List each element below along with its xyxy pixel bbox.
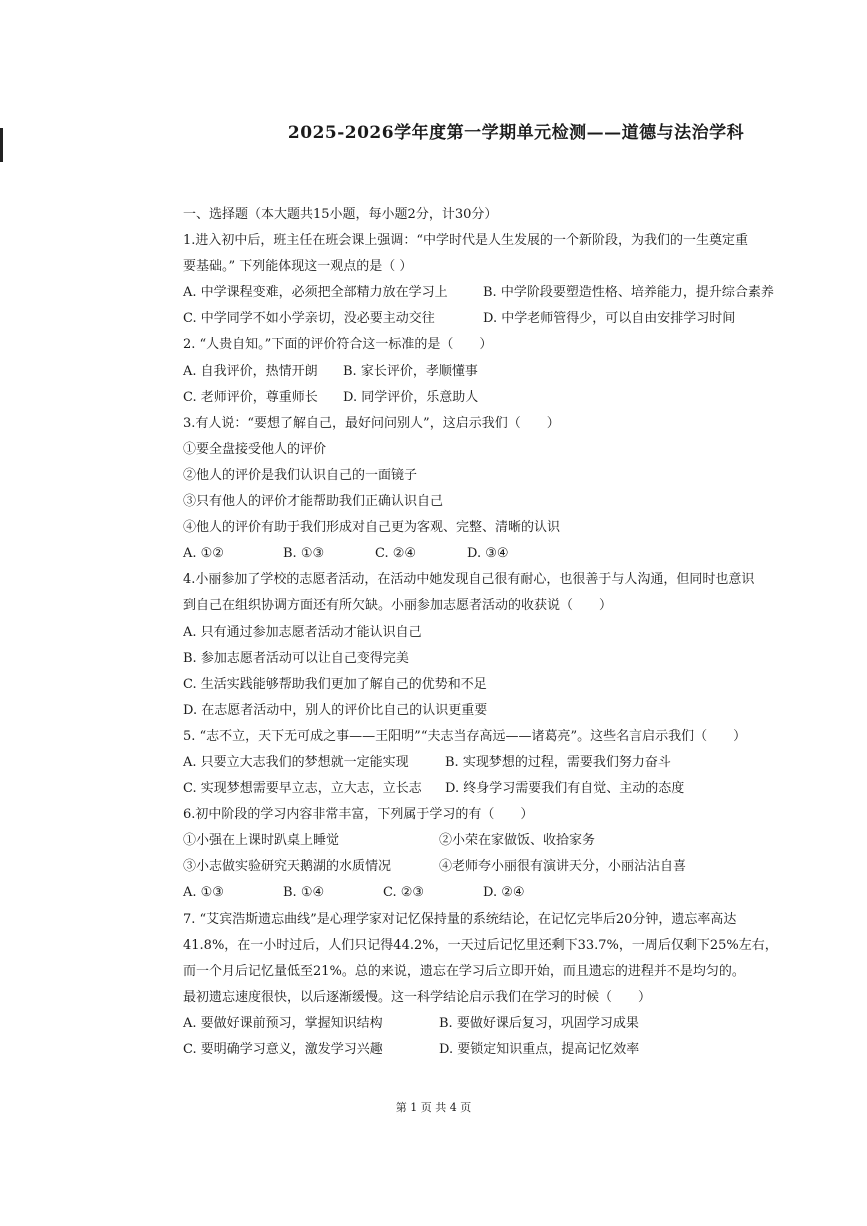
q3-statement-1: ①要全盘接受他人的评价 bbox=[183, 441, 327, 457]
exam-body bbox=[183, 202, 803, 1063]
q3-statement-3: ③只有他人的评价才能帮助我们正确认识自己 bbox=[183, 494, 444, 510]
q5-options-row1 bbox=[183, 750, 803, 776]
q4-option-a: A. 只有通过参加志愿者活动才能认识自己 bbox=[183, 624, 422, 640]
q7-stem-line2: 41.8%，在一小时过后，人们只记得44.2%，一天过后记忆里还剩下33.7%，一周后仅剩下25%左右， bbox=[183, 937, 778, 953]
q1-option-a: A. 中学课程变难，必须把全部精力放在学习上 bbox=[183, 285, 448, 301]
q7-option-d: D. 要锁定知识重点，提高记忆效率 bbox=[439, 1042, 640, 1057]
q3-options-row bbox=[183, 541, 803, 567]
q7-stem-line3: 而一个月后记忆量低至21%。总的来说，遗忘在学习后立即开始，而且遗忘的进程并不是均匀的。 bbox=[183, 963, 745, 979]
q3-statement-2: ②他人的评价是我们认识自己的一面镜子 bbox=[183, 467, 418, 483]
page-footer: 第 1 页 共 4 页 bbox=[395, 1101, 472, 1114]
q7-options-row2 bbox=[183, 1037, 803, 1063]
q7-stem-line1: 7. “艾宾浩斯遗忘曲线”是心理学家对记忆保持量的系统结论，在记忆完毕后20分钟，遗忘率高达 bbox=[183, 911, 737, 927]
q6-option-c: C. ②③ bbox=[383, 885, 425, 901]
q5-option-c: C. 实现梦想需要早立志，立大志，立长志 bbox=[183, 781, 422, 797]
q3-stem: 3.有人说：“要想了解自己，最好问问别人”，这启示我们（ ） bbox=[183, 415, 560, 431]
q3-option-a: A. ①② bbox=[183, 546, 224, 562]
q7-option-b: B. 要做好课后复习，巩固学习成果 bbox=[439, 1015, 639, 1031]
q6-statement-2: ②小荣在家做饭、收拾家务 bbox=[439, 833, 596, 849]
exam-title: 2025-2026学年度第一学期单元检测——道德与法治学科 bbox=[287, 123, 745, 143]
q6-statement-4: ④老师夸小丽很有演讲天分，小丽沾沾自喜 bbox=[439, 859, 687, 875]
q7-option-a: A. 要做好课前预习，掌握知识结构 bbox=[183, 1015, 383, 1031]
q2-options-row1 bbox=[183, 359, 803, 385]
section-heading: 一、选择题（本大题共15小题，每小题2分，计30分） bbox=[183, 207, 498, 222]
q4-option-b: B. 参加志愿者活动可以让自己变得完美 bbox=[183, 650, 409, 666]
q6-option-a: A. ①③ bbox=[183, 885, 224, 901]
q3-option-d: D. ③④ bbox=[467, 546, 509, 562]
q2-stem: 2. “人贵自知。”下面的评价符合这一标准的是（ ） bbox=[183, 337, 493, 353]
q5-stem: 5. “志不立，天下无可成之事——王阳明”“夫志当存高远——诸葛亮”。这些名言启示我们（ ） bbox=[183, 728, 747, 744]
q4-stem-line1: 4.小丽参加了学校的志愿者活动，在活动中她发现自己很有耐心，也很善于与人沟通，但同时也意识 bbox=[183, 572, 755, 588]
q2-option-a: A. 自我评价，热情开朗 bbox=[183, 363, 318, 379]
q5-option-a: A. 只要立大志我们的梦想就一定能实现 bbox=[183, 754, 409, 770]
q7-option-c: C. 要明确学习意义，激发学习兴趣 bbox=[183, 1042, 383, 1057]
q1-options-row2 bbox=[183, 306, 803, 332]
q5-option-d: D. 终身学习需要我们有自觉、主动的态度 bbox=[445, 781, 685, 797]
q6-option-d: D. ②④ bbox=[483, 885, 525, 901]
q6-stem: 6.初中阶段的学习内容非常丰富，下列属于学习的有（ ） bbox=[183, 807, 534, 823]
q2-option-d: D. 同学评价，乐意助人 bbox=[343, 389, 479, 405]
q4-option-c: C. 生活实践能够帮助我们更加了解自己的优势和不足 bbox=[183, 676, 487, 692]
q6-options-row bbox=[183, 880, 803, 906]
q4-option-d: D. 在志愿者活动中，别人的评价比自己的认识更重要 bbox=[183, 702, 488, 718]
q2-options-row2 bbox=[183, 385, 803, 411]
q5-option-b: B. 实现梦想的过程，需要我们努力奋斗 bbox=[445, 754, 671, 770]
q2-option-b: B. 家长评价，孝顺懂事 bbox=[343, 363, 478, 379]
q7-options-row1 bbox=[183, 1011, 803, 1037]
q3-option-b: B. ①③ bbox=[283, 546, 325, 562]
q1-options-row1 bbox=[183, 280, 803, 306]
q1-option-b: B. 中学阶段要塑造性格、培养能力，提升综合素养 bbox=[483, 285, 774, 301]
q2-option-c: C. 老师评价，尊重师长 bbox=[183, 389, 318, 405]
q6-statement-1: ①小强在上课时趴桌上睡觉 bbox=[183, 833, 340, 849]
q6-statements-row2 bbox=[183, 854, 803, 880]
q6-statements-row1 bbox=[183, 828, 803, 854]
q7-stem-line4: 最初遗忘速度很快，以后逐渐缓慢。这一科学结论启示我们在学习的时候（ ） bbox=[183, 989, 652, 1005]
q4-stem-line2: 到自己在组织协调方面还有所欠缺。小丽参加志愿者活动的收获说（ ） bbox=[183, 598, 613, 614]
q1-stem-line1: 1.进入初中后，班主任在班会课上强调：“中学时代是人生发展的一个新阶段，为我们的一生奠定重 bbox=[183, 233, 749, 249]
q5-options-row2 bbox=[183, 776, 803, 802]
q6-statement-3: ③小志做实验研究天鹅湖的水质情况 bbox=[183, 859, 392, 875]
q3-statement-4: ④他人的评价有助于我们形成对自己更为客观、完整、清晰的认识 bbox=[183, 520, 561, 536]
q1-option-c: C. 中学同学不如小学亲切，没必要主动交往 bbox=[183, 311, 435, 327]
q3-option-c: C. ②④ bbox=[375, 546, 417, 562]
q1-stem-line2: 要基础。” 下列能体现这一观点的是（ ） bbox=[183, 259, 413, 275]
q6-option-b: B. ①④ bbox=[283, 885, 325, 901]
q1-option-d: D. 中学老师管得少，可以自由安排学习时间 bbox=[483, 311, 736, 327]
